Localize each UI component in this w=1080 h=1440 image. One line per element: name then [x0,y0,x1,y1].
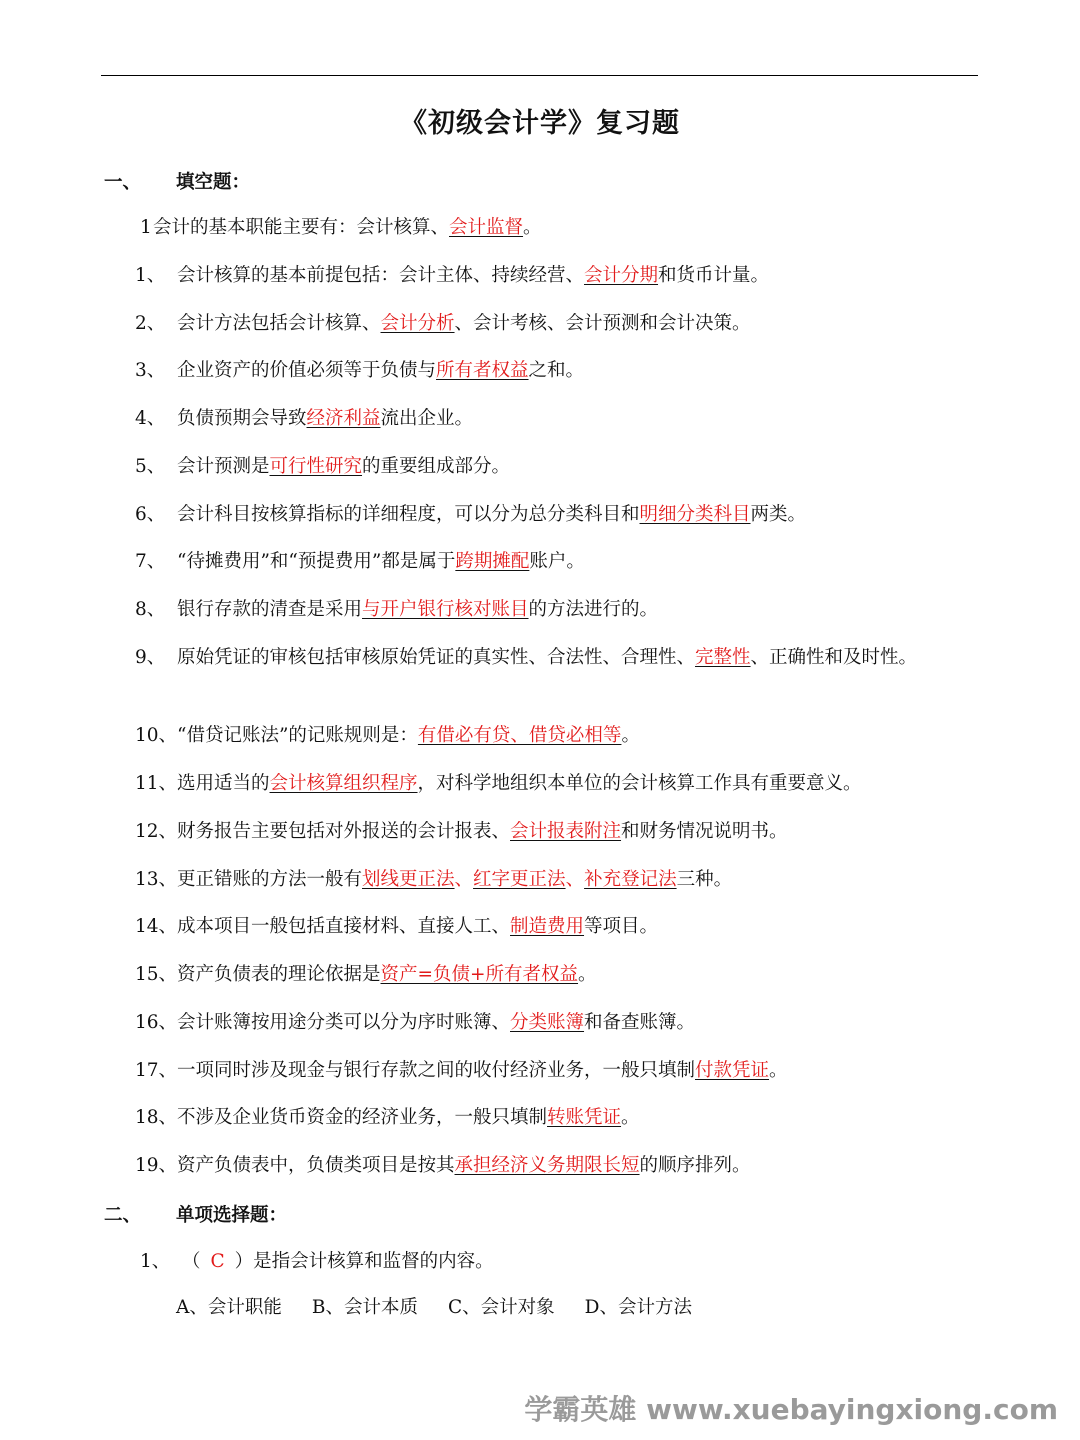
question-item [135,816,965,847]
question-text: 资产负债表中，负债类项目是按其 [177,1155,455,1176]
question-number: 14、 [135,916,178,937]
question-text: 更正错账的方法一般有 [177,869,363,890]
answer-blank: 会计分析 [380,313,455,334]
question-text: 资产负债表的理论依据是 [177,964,381,985]
option-a: A、会计职能 [176,1297,282,1318]
question-number: 3、 [135,360,166,381]
question-text: 选用适当的 [177,773,270,794]
question-item [135,451,965,482]
question-number: 19、 [135,1155,178,1176]
question-number: 7、 [135,551,166,572]
question-text: 财务报告主要包括对外报送的会计报表、 [177,821,511,842]
question-item [135,308,965,339]
question-item [135,212,965,243]
question-item [135,1055,965,1086]
question-item [135,911,965,942]
question-number: 12、 [135,821,178,842]
section-heading-fill-blank [104,168,250,194]
question-number: 4、 [135,408,166,429]
question-text: 流出企业。 [380,408,474,429]
question-number: 15、 [135,964,178,985]
question-number: 2、 [135,313,166,334]
section-number: 二、 [104,1205,142,1226]
question-item [135,720,965,751]
question-text: 的方法进行的。 [528,599,659,620]
section-number: 一、 [104,172,142,193]
answer-blank: 会计核算组织程序 [269,773,418,794]
question-text: 会计科目按核算指标的详细程度，可以分为总分类科目和 [177,504,640,525]
option-c: C、会计对象 [447,1297,555,1318]
question-item [135,1007,965,1038]
answer-blank: 有借必有贷、借贷必相等 [417,725,622,746]
question-text: 、 [454,869,474,890]
answer-blank: 分类账簿 [510,1012,585,1033]
question-text: 。 [621,725,640,746]
answer-blank: 会计报表附注 [510,821,622,842]
answer-blank: 红字更正法 [473,869,566,890]
answer-blank: 承担经济义务期限长短 [454,1155,640,1176]
answer-blank: 划线更正法 [362,869,455,890]
question-text: 银行存款的清查是采用 [177,599,363,620]
question-item [135,768,965,799]
question-text: 一项同时涉及现金与银行存款之间的收付经济业务，一般只填制 [177,1060,696,1081]
question-number: 1 [140,217,152,238]
answer-blank: 制造费用 [510,916,585,937]
question-number: 18、 [135,1107,178,1128]
section-label: 单项选择题： [176,1205,288,1226]
answer-blank: 转账凭证 [547,1107,622,1128]
question-text: 。 [578,964,597,985]
question-item [135,959,965,990]
question-text: 原始凭证的审核包括审核原始凭证的真实性、合法性、合理性、 [177,647,696,668]
section-heading-single-choice [104,1201,287,1227]
question-text: 的顺序排列。 [639,1155,751,1176]
question-text: 。 [621,1107,640,1128]
question-item [135,499,965,530]
question-text: ，对科学地组织本单位的会计核算工作具有重要意义。 [417,773,862,794]
choice-question [140,1246,970,1277]
question-text: 之和。 [528,360,585,381]
question-text: 。 [769,1060,788,1081]
question-number: 6、 [135,504,166,525]
question-number: 11、 [135,773,178,794]
answer-blank: 所有者权益 [436,360,529,381]
question-text: 企业资产的价值必须等于负债与 [177,360,437,381]
answer-blank: 可行性研究 [269,456,363,477]
question-text: 、正确性和及时性。 [750,647,918,668]
question-text: 、 [565,869,585,890]
question-text: 两类。 [750,504,807,525]
question-text: 三种。 [676,869,733,890]
question-text: （ [182,1251,201,1272]
question-item [135,594,965,625]
question-text: 的重要组成部分。 [362,456,511,477]
answer-blank: 与开户银行核对账目 [362,599,529,620]
question-item [135,260,965,291]
watermark: 学霸英雄 www.xuebayingxiong.com [524,1393,1058,1426]
choice-answer: C [210,1251,225,1272]
answer-blank: 跨期摊配 [455,551,530,572]
question-text: 不涉及企业货币资金的经济业务，一般只填制 [177,1107,548,1128]
answer-blank: 付款凭证 [695,1060,770,1081]
question-item [135,546,965,577]
question-number: 16、 [135,1012,178,1033]
question-text: 会计核算的基本前提包括：会计主体、持续经营、 [177,265,585,286]
option-d: D、会计方法 [584,1297,692,1318]
question-number: 13、 [135,869,178,890]
question-text: 和货币计量。 [658,265,770,286]
question-text: 会计方法包括会计核算、 [177,313,381,334]
choice-options [176,1293,722,1319]
question-number: 1、 [140,1251,171,1272]
answer-blank: 补充登记法 [584,869,677,890]
question-item [135,642,965,673]
question-text: 会计预测是 [177,456,270,477]
question-text: ）是指会计核算和监督的内容。 [234,1251,494,1272]
question-text: 等项目。 [584,916,659,937]
question-text: “借贷记账法”的记账规则是： [177,725,418,746]
question-item [135,864,965,895]
question-text: 会计的基本职能主要有：会计核算、 [153,217,450,238]
question-item [135,1102,965,1133]
option-b: B、会计本质 [311,1297,418,1318]
question-text: “待摊费用”和“预提费用”都是属于 [177,551,456,572]
answer-blank: 完整性 [695,647,751,668]
question-text: 会计账簿按用途分类可以分为序时账簿、 [177,1012,511,1033]
answer-blank: 资产=负债+所有者权益 [380,964,579,985]
page-title: 《初级会计学》复习题 [400,108,680,139]
question-item [135,1150,965,1181]
question-number: 9、 [135,647,166,668]
question-item [135,403,965,434]
answer-blank: 会计监督 [449,217,524,238]
question-number: 10、 [135,725,178,746]
question-text: 。 [523,217,542,238]
question-number: 1、 [135,265,166,286]
question-text: 、会计考核、会计预测和会计决策。 [454,313,751,334]
question-item [135,355,965,386]
answer-blank: 会计分期 [584,265,659,286]
question-text: 账户。 [529,551,585,572]
question-text: 和备查账簿。 [584,1012,696,1033]
header-rule [101,75,978,76]
question-number: 8、 [135,599,166,620]
question-number: 5、 [135,456,166,477]
question-text: 成本项目一般包括直接材料、直接人工、 [177,916,511,937]
question-text: 负债预期会导致 [177,408,307,429]
answer-blank: 经济利益 [306,408,381,429]
question-number: 17、 [135,1060,178,1081]
question-text: 和财务情况说明书。 [621,821,788,842]
section-label: 填空题： [176,172,251,193]
answer-blank: 明细分类科目 [639,504,751,525]
